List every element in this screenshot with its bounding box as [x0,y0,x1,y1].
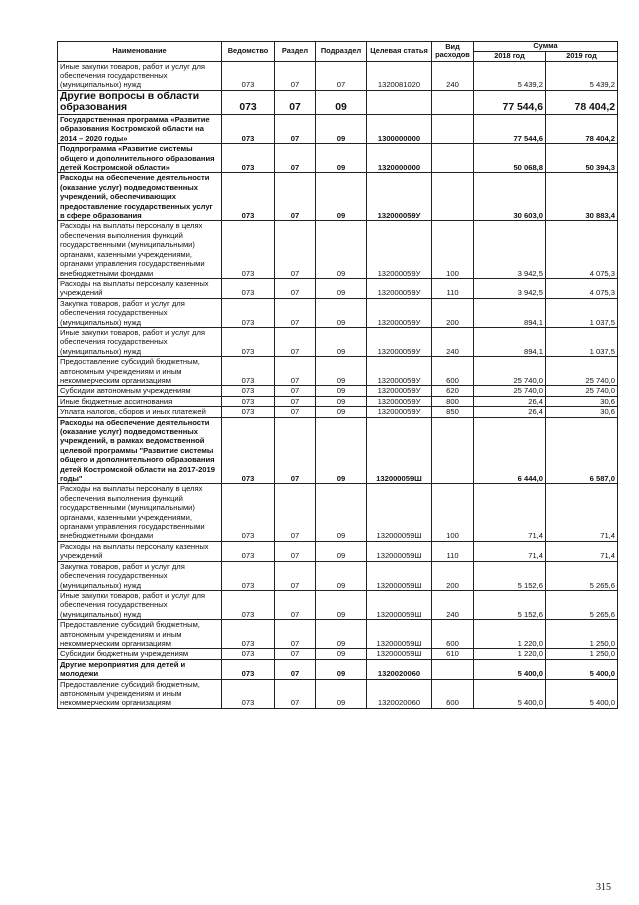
row-type: 600 [432,620,474,649]
row-dept: 073 [222,620,275,649]
row-dept: 073 [222,278,275,298]
row-section: 07 [275,541,316,561]
row-type [432,659,474,679]
row-dept: 073 [222,679,275,708]
row-section: 07 [275,221,316,278]
row-target: 132000059У [367,221,432,278]
row-name: Предоставление субсидий бюджетным, автономным учреждениям и иным некоммерческим организациям [58,679,222,708]
row-name: Другие мероприятия для детей и молодежи [58,659,222,679]
row-name: Субсидии автономным учреждениям [58,386,222,396]
table-row [58,386,618,396]
row-value-2019: 71,4 [546,484,618,541]
row-subsection: 09 [316,396,367,406]
row-section: 07 [275,115,316,144]
row-subsection: 09 [316,417,367,484]
row-dept: 073 [222,144,275,173]
row-dept: 073 [222,659,275,679]
row-value-2018: 894,1 [474,327,546,356]
row-value-2019: 25 740,0 [546,386,618,396]
row-subsection: 09 [316,659,367,679]
row-value-2019: 25 740,0 [546,357,618,386]
row-target: 1320020060 [367,679,432,708]
row-target: 132000059У [367,327,432,356]
row-subsection: 09 [316,590,367,619]
row-name: Другие вопросы в области образования [58,90,222,114]
row-value-2018: 5 400,0 [474,679,546,708]
row-name: Предоставление субсидий бюджетным, автономным учреждениям и иным некоммерческим организациям [58,357,222,386]
table-row [58,90,618,114]
row-subsection: 09 [316,561,367,590]
row-target: 1320020060 [367,659,432,679]
row-value-2019: 1 037,5 [546,298,618,327]
row-value-2018: 6 444,0 [474,417,546,484]
row-value-2018: 26,4 [474,407,546,417]
table-row [58,541,618,561]
row-name: Расходы на выплаты персоналу в целях обеспечения выполнения функций государственными (муниципальными) органами, казенными учреждениями, органами управления государственными внебюджетными фондами [58,221,222,278]
row-target: 132000059У [367,357,432,386]
table-row [58,407,618,417]
table-row [58,327,618,356]
budget-table [57,41,618,709]
row-value-2018: 30 603,0 [474,173,546,221]
row-target [367,90,432,114]
row-dept: 073 [222,221,275,278]
header-year-2019: 2019 год [546,51,618,61]
row-subsection: 09 [316,541,367,561]
row-type: 600 [432,357,474,386]
row-subsection: 09 [316,386,367,396]
row-type: 610 [432,649,474,659]
row-subsection: 09 [316,221,367,278]
row-dept: 073 [222,407,275,417]
row-type: 110 [432,278,474,298]
row-dept: 073 [222,115,275,144]
table-row [58,61,618,90]
row-section: 07 [275,357,316,386]
row-value-2019: 4 075,3 [546,221,618,278]
row-value-2019: 5 265,6 [546,590,618,619]
row-subsection: 09 [316,407,367,417]
row-value-2019: 1 037,5 [546,327,618,356]
row-dept: 073 [222,90,275,114]
row-target: 132000059У [367,278,432,298]
row-value-2018: 26,4 [474,396,546,406]
row-subsection: 09 [316,173,367,221]
row-type [432,173,474,221]
row-target: 132000059У [367,407,432,417]
row-value-2018: 3 942,5 [474,221,546,278]
row-name: Государственная программа «Развитие образования Костромской области на 2014 – 2020 годы» [58,115,222,144]
row-value-2018: 5 152,6 [474,590,546,619]
row-dept: 073 [222,590,275,619]
row-value-2018: 5 400,0 [474,659,546,679]
row-name: Расходы на выплаты персоналу казенных учреждений [58,278,222,298]
row-section: 07 [275,90,316,114]
row-value-2019: 50 394,3 [546,144,618,173]
row-value-2019: 5 265,6 [546,561,618,590]
table-row [58,649,618,659]
row-section: 07 [275,407,316,417]
row-subsection: 09 [316,327,367,356]
row-section: 07 [275,144,316,173]
row-value-2019: 78 404,2 [546,115,618,144]
table-row [58,659,618,679]
row-dept: 073 [222,61,275,90]
row-type: 850 [432,407,474,417]
row-target: 132000059Ш [367,649,432,659]
row-value-2019: 71,4 [546,541,618,561]
row-name: Иные закупки товаров, работ и услуг для обеспечения государственных (муниципальных) нужд [58,61,222,90]
row-dept: 073 [222,298,275,327]
row-value-2018: 71,4 [474,484,546,541]
table-row [58,221,618,278]
row-value-2019: 5 400,0 [546,659,618,679]
table-row [58,484,618,541]
table-row [58,620,618,649]
row-value-2018: 3 942,5 [474,278,546,298]
table-row [58,144,618,173]
row-dept: 073 [222,396,275,406]
row-target: 1300000000 [367,115,432,144]
row-value-2019: 30 883,4 [546,173,618,221]
row-name: Иные закупки товаров, работ и услуг для обеспечения государственных (муниципальных) нужд [58,590,222,619]
row-name: Расходы на выплаты персоналу казенных учреждений [58,541,222,561]
row-value-2018: 1 220,0 [474,620,546,649]
row-type: 240 [432,327,474,356]
row-target: 1320081020 [367,61,432,90]
row-subsection: 09 [316,649,367,659]
row-dept: 073 [222,173,275,221]
row-name: Предоставление субсидий бюджетным, автономным учреждениям и иным некоммерческим организациям [58,620,222,649]
header-section: Раздел [275,42,316,62]
row-value-2018: 77 544,6 [474,115,546,144]
row-name: Расходы на обеспечение деятельности (оказание услуг) подведомственных учреждений, обеспечивающих предоставление государственных услуг в сфере образования [58,173,222,221]
row-subsection: 09 [316,484,367,541]
row-value-2018: 5 439,2 [474,61,546,90]
row-subsection: 09 [316,115,367,144]
row-value-2019: 1 250,0 [546,649,618,659]
row-value-2018: 77 544,6 [474,90,546,114]
row-value-2018: 894,1 [474,298,546,327]
row-dept: 073 [222,357,275,386]
row-section: 07 [275,298,316,327]
table-row [58,115,618,144]
row-name: Уплата налогов, сборов и иных платежей [58,407,222,417]
header-year-2018: 2018 год [474,51,546,61]
table-row [58,278,618,298]
row-type [432,115,474,144]
row-type: 200 [432,561,474,590]
row-subsection: 09 [316,144,367,173]
row-value-2018: 50 068,8 [474,144,546,173]
header-type: Вид расходов [432,42,474,62]
header-subsection: Подраздел [316,42,367,62]
header-sum: Сумма [474,42,618,52]
header-name: Наименование [58,42,222,62]
row-dept: 073 [222,561,275,590]
row-section: 07 [275,278,316,298]
row-target: 132000059Ш [367,417,432,484]
table-row [58,417,618,484]
row-subsection: 09 [316,278,367,298]
row-value-2018: 1 220,0 [474,649,546,659]
row-target: 132000059У [367,298,432,327]
row-name: Закупка товаров, работ и услуг для обеспечения государственных (муниципальных) нужд [58,561,222,590]
budget-table-sheet [57,41,617,709]
table-row [58,590,618,619]
row-target: 132000059У [367,173,432,221]
row-section: 07 [275,386,316,396]
row-type [432,417,474,484]
row-subsection: 09 [316,298,367,327]
row-target: 132000059Ш [367,561,432,590]
row-value-2018: 25 740,0 [474,386,546,396]
row-target: 132000059У [367,386,432,396]
row-target: 132000059Ш [367,484,432,541]
row-dept: 073 [222,649,275,659]
row-subsection: 07 [316,61,367,90]
row-type: 100 [432,221,474,278]
row-section: 07 [275,649,316,659]
row-value-2018: 71,4 [474,541,546,561]
row-section: 07 [275,484,316,541]
row-type [432,90,474,114]
row-section: 07 [275,561,316,590]
row-value-2018: 25 740,0 [474,357,546,386]
row-target: 1320000000 [367,144,432,173]
row-name: Закупка товаров, работ и услуг для обеспечения государственных (муниципальных) нужд [58,298,222,327]
row-value-2019: 5 439,2 [546,61,618,90]
row-value-2019: 30,6 [546,396,618,406]
row-target: 132000059У [367,396,432,406]
row-section: 07 [275,327,316,356]
row-type: 110 [432,541,474,561]
row-section: 07 [275,173,316,221]
row-target: 132000059Ш [367,590,432,619]
row-type: 240 [432,61,474,90]
row-dept: 073 [222,327,275,356]
row-value-2018: 5 152,6 [474,561,546,590]
table-body [58,61,618,708]
header-target: Целевая статья [367,42,432,62]
row-name: Расходы на обеспечение деятельности (оказание услуг) подведомственных учреждений, в рамках ведомственной целевой программы "Развитие системы общего и дополнительного образования детей Костромской области на 2017-2019 годы" [58,417,222,484]
row-type: 620 [432,386,474,396]
row-subsection: 09 [316,90,367,114]
row-dept: 073 [222,417,275,484]
row-type: 240 [432,590,474,619]
row-value-2019: 6 587,0 [546,417,618,484]
row-type [432,144,474,173]
row-section: 07 [275,396,316,406]
row-name: Иные закупки товаров, работ и услуг для обеспечения государственных (муниципальных) нужд [58,327,222,356]
table-row [58,679,618,708]
row-target: 132000059Ш [367,541,432,561]
row-value-2019: 30,6 [546,407,618,417]
row-section: 07 [275,61,316,90]
row-type: 200 [432,298,474,327]
row-name: Иные бюджетные ассигнования [58,396,222,406]
table-row [58,357,618,386]
row-name: Субсидии бюджетным учреждениям [58,649,222,659]
table-row [58,298,618,327]
row-subsection: 09 [316,620,367,649]
table-row [58,561,618,590]
row-subsection: 09 [316,357,367,386]
row-name: Расходы на выплаты персоналу в целях обеспечения выполнения функций государственными (муниципальными) органами, казенными учреждениями, органами управления государственными внебюджетными фондами [58,484,222,541]
row-name: Подпрограмма «Развитие системы общего и дополнительного образования детей Костромской области» [58,144,222,173]
table-row [58,173,618,221]
page-number: 315 [596,882,611,893]
row-value-2019: 78 404,2 [546,90,618,114]
table-row [58,396,618,406]
row-type: 800 [432,396,474,406]
row-section: 07 [275,679,316,708]
row-dept: 073 [222,541,275,561]
row-type: 100 [432,484,474,541]
row-dept: 073 [222,484,275,541]
row-section: 07 [275,620,316,649]
row-subsection: 09 [316,679,367,708]
row-section: 07 [275,659,316,679]
row-value-2019: 1 250,0 [546,620,618,649]
row-value-2019: 5 400,0 [546,679,618,708]
row-dept: 073 [222,386,275,396]
header-dept: Ведомство [222,42,275,62]
row-section: 07 [275,417,316,484]
row-value-2019: 4 075,3 [546,278,618,298]
row-type: 600 [432,679,474,708]
row-section: 07 [275,590,316,619]
row-target: 132000059Ш [367,620,432,649]
